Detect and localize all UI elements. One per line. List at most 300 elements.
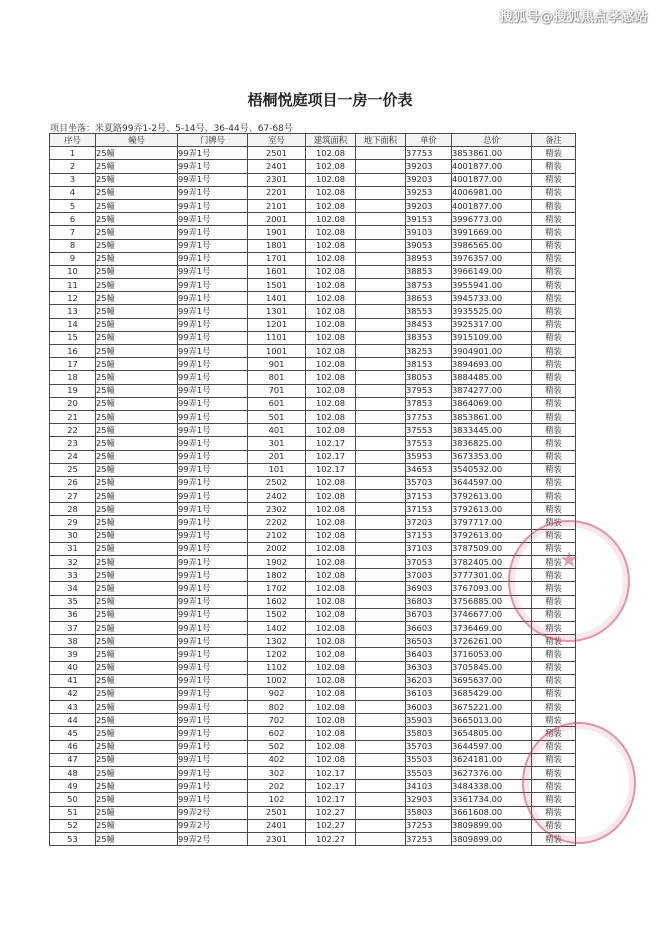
cell-total-price: 3716053.00 bbox=[452, 648, 532, 661]
cell-unit-price: 39203 bbox=[406, 199, 452, 212]
cell-underground-area bbox=[356, 529, 406, 542]
cell-underground-area bbox=[356, 331, 406, 344]
cell-remark: 精装 bbox=[532, 727, 576, 740]
table-row bbox=[50, 490, 576, 503]
cell-total-price: 3675221.00 bbox=[452, 701, 532, 714]
table-row bbox=[50, 265, 576, 278]
cell-door-number: 99弄1号 bbox=[178, 714, 248, 727]
cell-floor-area: 102.08 bbox=[306, 147, 356, 160]
cell-door-number: 99弄2号 bbox=[178, 819, 248, 832]
table-row bbox=[50, 753, 576, 766]
cell-door-number: 99弄1号 bbox=[178, 292, 248, 305]
header-unit-price: 单价 bbox=[406, 134, 452, 147]
table-row bbox=[50, 173, 576, 186]
cell-door-number: 99弄1号 bbox=[178, 727, 248, 740]
cell-unit-price: 38253 bbox=[406, 345, 452, 358]
cell-total-price: 3925317.00 bbox=[452, 318, 532, 331]
cell-remark: 精装 bbox=[532, 701, 576, 714]
cell-unit-price: 37253 bbox=[406, 819, 452, 832]
cell-seq: 32 bbox=[50, 556, 96, 569]
cell-total-price: 3777301.00 bbox=[452, 569, 532, 582]
cell-door-number: 99弄1号 bbox=[178, 635, 248, 648]
cell-unit-price: 39103 bbox=[406, 226, 452, 239]
cell-total-price: 3894693.00 bbox=[452, 358, 532, 371]
table-row bbox=[50, 437, 576, 450]
cell-unit-price: 37053 bbox=[406, 556, 452, 569]
cell-underground-area bbox=[356, 635, 406, 648]
cell-underground-area bbox=[356, 832, 406, 845]
cell-unit-price: 36303 bbox=[406, 661, 452, 674]
table-row bbox=[50, 199, 576, 212]
table-row bbox=[50, 160, 576, 173]
cell-door-number: 99弄1号 bbox=[178, 345, 248, 358]
cell-floor-area: 102.08 bbox=[306, 687, 356, 700]
table-row bbox=[50, 213, 576, 226]
cell-room: 1302 bbox=[248, 635, 306, 648]
cell-remark: 精装 bbox=[532, 476, 576, 489]
cell-door-number: 99弄1号 bbox=[178, 767, 248, 780]
cell-unit-price: 38853 bbox=[406, 265, 452, 278]
cell-remark: 精装 bbox=[532, 793, 576, 806]
cell-door-number: 99弄1号 bbox=[178, 318, 248, 331]
cell-seq: 21 bbox=[50, 410, 96, 423]
cell-unit-price: 38453 bbox=[406, 318, 452, 331]
cell-seq: 45 bbox=[50, 727, 96, 740]
cell-total-price: 3986565.00 bbox=[452, 239, 532, 252]
cell-door-number: 99弄1号 bbox=[178, 516, 248, 529]
table-row bbox=[50, 384, 576, 397]
table-row bbox=[50, 463, 576, 476]
cell-remark: 精装 bbox=[532, 819, 576, 832]
cell-remark: 精装 bbox=[532, 265, 576, 278]
cell-room: 402 bbox=[248, 753, 306, 766]
cell-floor-area: 102.08 bbox=[306, 410, 356, 423]
cell-remark: 精装 bbox=[532, 213, 576, 226]
cell-total-price: 3756885.00 bbox=[452, 595, 532, 608]
table-row bbox=[50, 740, 576, 753]
cell-floor-area: 102.08 bbox=[306, 358, 356, 371]
cell-remark: 精装 bbox=[532, 384, 576, 397]
cell-door-number: 99弄1号 bbox=[178, 503, 248, 516]
cell-seq: 42 bbox=[50, 687, 96, 700]
cell-floor-area: 102.08 bbox=[306, 186, 356, 199]
cell-door-number: 99弄1号 bbox=[178, 160, 248, 173]
table-row bbox=[50, 648, 576, 661]
cell-room: 1702 bbox=[248, 582, 306, 595]
table-row bbox=[50, 331, 576, 344]
cell-underground-area bbox=[356, 279, 406, 292]
cell-door-number: 99弄1号 bbox=[178, 437, 248, 450]
cell-underground-area bbox=[356, 226, 406, 239]
cell-floor-area: 102.08 bbox=[306, 714, 356, 727]
table-row bbox=[50, 186, 576, 199]
cell-room: 901 bbox=[248, 358, 306, 371]
cell-seq: 24 bbox=[50, 450, 96, 463]
cell-underground-area bbox=[356, 806, 406, 819]
cell-building: 25幢 bbox=[96, 199, 178, 212]
cell-room: 2502 bbox=[248, 476, 306, 489]
cell-building: 25幢 bbox=[96, 661, 178, 674]
cell-total-price: 3809899.00 bbox=[452, 832, 532, 845]
cell-room: 201 bbox=[248, 450, 306, 463]
cell-building: 25幢 bbox=[96, 173, 178, 186]
cell-remark: 精装 bbox=[532, 331, 576, 344]
cell-remark: 精装 bbox=[532, 767, 576, 780]
cell-seq: 12 bbox=[50, 292, 96, 305]
cell-door-number: 99弄1号 bbox=[178, 279, 248, 292]
cell-room: 202 bbox=[248, 780, 306, 793]
cell-underground-area bbox=[356, 345, 406, 358]
cell-door-number: 99弄1号 bbox=[178, 648, 248, 661]
cell-building: 25幢 bbox=[96, 265, 178, 278]
cell-unit-price: 32903 bbox=[406, 793, 452, 806]
cell-door-number: 99弄1号 bbox=[178, 186, 248, 199]
cell-remark: 精装 bbox=[532, 503, 576, 516]
cell-unit-price: 38053 bbox=[406, 371, 452, 384]
cell-underground-area bbox=[356, 450, 406, 463]
cell-unit-price: 36503 bbox=[406, 635, 452, 648]
cell-unit-price: 36403 bbox=[406, 648, 452, 661]
table-row bbox=[50, 608, 576, 621]
cell-seq: 11 bbox=[50, 279, 96, 292]
cell-room: 2301 bbox=[248, 173, 306, 186]
header-remark: 备注 bbox=[532, 134, 576, 147]
cell-building: 25幢 bbox=[96, 292, 178, 305]
cell-building: 25幢 bbox=[96, 714, 178, 727]
cell-floor-area: 102.08 bbox=[306, 160, 356, 173]
cell-remark: 精装 bbox=[532, 410, 576, 423]
cell-building: 25幢 bbox=[96, 331, 178, 344]
cell-door-number: 99弄2号 bbox=[178, 832, 248, 845]
cell-underground-area bbox=[356, 674, 406, 687]
cell-floor-area: 102.17 bbox=[306, 450, 356, 463]
cell-floor-area: 102.08 bbox=[306, 213, 356, 226]
cell-underground-area bbox=[356, 476, 406, 489]
seal-star-icon: ★ bbox=[559, 547, 579, 573]
cell-underground-area bbox=[356, 740, 406, 753]
cell-underground-area bbox=[356, 595, 406, 608]
cell-floor-area: 102.08 bbox=[306, 740, 356, 753]
cell-total-price: 3935525.00 bbox=[452, 305, 532, 318]
table-row bbox=[50, 397, 576, 410]
table-row bbox=[50, 661, 576, 674]
cell-room: 2301 bbox=[248, 832, 306, 845]
cell-room: 1202 bbox=[248, 648, 306, 661]
cell-total-price: 3991669.00 bbox=[452, 226, 532, 239]
cell-room: 2202 bbox=[248, 516, 306, 529]
cell-building: 25幢 bbox=[96, 239, 178, 252]
table-row bbox=[50, 621, 576, 634]
table-row bbox=[50, 318, 576, 331]
cell-total-price: 3726261.00 bbox=[452, 635, 532, 648]
cell-total-price: 3955941.00 bbox=[452, 279, 532, 292]
cell-total-price: 3904901.00 bbox=[452, 345, 532, 358]
cell-underground-area bbox=[356, 437, 406, 450]
cell-floor-area: 102.17 bbox=[306, 463, 356, 476]
cell-total-price: 3864069.00 bbox=[452, 397, 532, 410]
cell-seq: 16 bbox=[50, 345, 96, 358]
table-row bbox=[50, 358, 576, 371]
cell-room: 1802 bbox=[248, 569, 306, 582]
watermark: 搜狐号@搜狐焦点孝感站 bbox=[499, 10, 648, 25]
cell-remark: 精装 bbox=[532, 832, 576, 845]
cell-remark: 精装 bbox=[532, 569, 576, 582]
cell-room: 2401 bbox=[248, 160, 306, 173]
cell-floor-area: 102.08 bbox=[306, 648, 356, 661]
cell-room: 2101 bbox=[248, 199, 306, 212]
cell-building: 25幢 bbox=[96, 147, 178, 160]
table-row bbox=[50, 147, 576, 160]
cell-room: 502 bbox=[248, 740, 306, 753]
cell-room: 101 bbox=[248, 463, 306, 476]
cell-building: 25幢 bbox=[96, 674, 178, 687]
cell-remark: 精装 bbox=[532, 160, 576, 173]
cell-building: 25幢 bbox=[96, 608, 178, 621]
cell-total-price: 3673353.00 bbox=[452, 450, 532, 463]
cell-seq: 30 bbox=[50, 529, 96, 542]
cell-remark: 精装 bbox=[532, 490, 576, 503]
cell-door-number: 99弄1号 bbox=[178, 410, 248, 423]
cell-seq: 23 bbox=[50, 437, 96, 450]
cell-unit-price: 36103 bbox=[406, 687, 452, 700]
cell-seq: 6 bbox=[50, 213, 96, 226]
cell-underground-area bbox=[356, 767, 406, 780]
table-row bbox=[50, 305, 576, 318]
cell-building: 25幢 bbox=[96, 529, 178, 542]
cell-total-price: 3705845.00 bbox=[452, 661, 532, 674]
cell-floor-area: 102.08 bbox=[306, 239, 356, 252]
cell-room: 1601 bbox=[248, 265, 306, 278]
cell-unit-price: 35703 bbox=[406, 476, 452, 489]
cell-unit-price: 35903 bbox=[406, 714, 452, 727]
cell-unit-price: 37753 bbox=[406, 410, 452, 423]
cell-floor-area: 102.08 bbox=[306, 542, 356, 555]
cell-seq: 15 bbox=[50, 331, 96, 344]
cell-seq: 39 bbox=[50, 648, 96, 661]
cell-underground-area bbox=[356, 569, 406, 582]
cell-underground-area bbox=[356, 292, 406, 305]
cell-total-price: 3884485.00 bbox=[452, 371, 532, 384]
cell-door-number: 99弄1号 bbox=[178, 661, 248, 674]
cell-underground-area bbox=[356, 318, 406, 331]
cell-building: 25幢 bbox=[96, 621, 178, 634]
cell-floor-area: 102.08 bbox=[306, 305, 356, 318]
cell-floor-area: 102.27 bbox=[306, 832, 356, 845]
table-row bbox=[50, 239, 576, 252]
cell-building: 25幢 bbox=[96, 437, 178, 450]
table-row bbox=[50, 556, 576, 569]
cell-floor-area: 102.08 bbox=[306, 397, 356, 410]
cell-underground-area bbox=[356, 397, 406, 410]
table-row bbox=[50, 450, 576, 463]
cell-floor-area: 102.17 bbox=[306, 780, 356, 793]
cell-total-price: 4001877.00 bbox=[452, 173, 532, 186]
cell-underground-area bbox=[356, 410, 406, 423]
cell-remark: 精装 bbox=[532, 371, 576, 384]
cell-unit-price: 36803 bbox=[406, 595, 452, 608]
cell-total-price: 3853861.00 bbox=[452, 147, 532, 160]
cell-remark: 精装 bbox=[532, 687, 576, 700]
page-title: 梧桐悦庭项目一房一价表 bbox=[247, 91, 413, 109]
cell-room: 1901 bbox=[248, 226, 306, 239]
cell-floor-area: 102.08 bbox=[306, 569, 356, 582]
cell-total-price: 3853861.00 bbox=[452, 410, 532, 423]
cell-building: 25幢 bbox=[96, 305, 178, 318]
header-floor-area: 建筑面积 bbox=[306, 134, 356, 147]
cell-underground-area bbox=[356, 661, 406, 674]
cell-floor-area: 102.08 bbox=[306, 582, 356, 595]
cell-underground-area bbox=[356, 648, 406, 661]
cell-floor-area: 102.08 bbox=[306, 331, 356, 344]
cell-remark: 精装 bbox=[532, 542, 576, 555]
cell-building: 25幢 bbox=[96, 318, 178, 331]
cell-building: 25幢 bbox=[96, 476, 178, 489]
cell-building: 25幢 bbox=[96, 516, 178, 529]
cell-building: 25幢 bbox=[96, 490, 178, 503]
cell-unit-price: 35703 bbox=[406, 740, 452, 753]
cell-room: 902 bbox=[248, 687, 306, 700]
cell-seq: 13 bbox=[50, 305, 96, 318]
cell-unit-price: 38953 bbox=[406, 252, 452, 265]
cell-underground-area bbox=[356, 793, 406, 806]
cell-underground-area bbox=[356, 199, 406, 212]
cell-unit-price: 37203 bbox=[406, 516, 452, 529]
cell-door-number: 99弄1号 bbox=[178, 740, 248, 753]
cell-floor-area: 102.08 bbox=[306, 635, 356, 648]
cell-floor-area: 102.08 bbox=[306, 345, 356, 358]
cell-room: 1002 bbox=[248, 674, 306, 687]
cell-underground-area bbox=[356, 727, 406, 740]
cell-underground-area bbox=[356, 819, 406, 832]
cell-remark: 精装 bbox=[532, 463, 576, 476]
cell-room: 1902 bbox=[248, 556, 306, 569]
cell-building: 25幢 bbox=[96, 701, 178, 714]
cell-remark: 精装 bbox=[532, 239, 576, 252]
cell-seq: 19 bbox=[50, 384, 96, 397]
table-row bbox=[50, 542, 576, 555]
cell-seq: 33 bbox=[50, 569, 96, 582]
cell-door-number: 99弄1号 bbox=[178, 674, 248, 687]
cell-seq: 9 bbox=[50, 252, 96, 265]
cell-underground-area bbox=[356, 582, 406, 595]
table-row bbox=[50, 819, 576, 832]
cell-building: 25幢 bbox=[96, 424, 178, 437]
cell-floor-area: 102.08 bbox=[306, 173, 356, 186]
cell-floor-area: 102.08 bbox=[306, 674, 356, 687]
cell-door-number: 99弄2号 bbox=[178, 806, 248, 819]
cell-seq: 10 bbox=[50, 265, 96, 278]
cell-door-number: 99弄1号 bbox=[178, 476, 248, 489]
table-row bbox=[50, 345, 576, 358]
cell-door-number: 99弄1号 bbox=[178, 305, 248, 318]
cell-unit-price: 37553 bbox=[406, 437, 452, 450]
table-row bbox=[50, 806, 576, 819]
cell-floor-area: 102.08 bbox=[306, 621, 356, 634]
cell-door-number: 99弄1号 bbox=[178, 397, 248, 410]
cell-remark: 精装 bbox=[532, 780, 576, 793]
cell-seq: 27 bbox=[50, 490, 96, 503]
cell-room: 801 bbox=[248, 371, 306, 384]
cell-seq: 50 bbox=[50, 793, 96, 806]
cell-remark: 精装 bbox=[532, 621, 576, 634]
cell-building: 25幢 bbox=[96, 358, 178, 371]
cell-seq: 52 bbox=[50, 819, 96, 832]
cell-door-number: 99弄1号 bbox=[178, 331, 248, 344]
cell-building: 25幢 bbox=[96, 252, 178, 265]
cell-unit-price: 35503 bbox=[406, 753, 452, 766]
cell-remark: 精装 bbox=[532, 595, 576, 608]
cell-room: 1501 bbox=[248, 279, 306, 292]
cell-unit-price: 37153 bbox=[406, 529, 452, 542]
cell-seq: 29 bbox=[50, 516, 96, 529]
cell-unit-price: 39203 bbox=[406, 173, 452, 186]
cell-underground-area bbox=[356, 714, 406, 727]
cell-room: 2402 bbox=[248, 490, 306, 503]
table-row bbox=[50, 516, 576, 529]
cell-seq: 3 bbox=[50, 173, 96, 186]
cell-building: 25幢 bbox=[96, 819, 178, 832]
cell-remark: 精装 bbox=[532, 661, 576, 674]
cell-underground-area bbox=[356, 252, 406, 265]
cell-seq: 18 bbox=[50, 371, 96, 384]
cell-underground-area bbox=[356, 608, 406, 621]
cell-building: 25幢 bbox=[96, 542, 178, 555]
cell-building: 25幢 bbox=[96, 793, 178, 806]
cell-total-price: 3782405.00 bbox=[452, 556, 532, 569]
cell-room: 2001 bbox=[248, 213, 306, 226]
cell-door-number: 99弄1号 bbox=[178, 793, 248, 806]
cell-unit-price: 37153 bbox=[406, 503, 452, 516]
cell-building: 25幢 bbox=[96, 595, 178, 608]
cell-floor-area: 102.08 bbox=[306, 503, 356, 516]
cell-seq: 43 bbox=[50, 701, 96, 714]
cell-underground-area bbox=[356, 265, 406, 278]
cell-remark: 精装 bbox=[532, 450, 576, 463]
cell-total-price: 3787509.00 bbox=[452, 542, 532, 555]
cell-total-price: 3685429.00 bbox=[452, 687, 532, 700]
cell-room: 802 bbox=[248, 701, 306, 714]
table-row bbox=[50, 226, 576, 239]
cell-building: 25幢 bbox=[96, 345, 178, 358]
cell-total-price: 3644597.00 bbox=[452, 740, 532, 753]
cell-total-price: 4001877.00 bbox=[452, 160, 532, 173]
cell-total-price: 3746677.00 bbox=[452, 608, 532, 621]
cell-unit-price: 38753 bbox=[406, 279, 452, 292]
cell-room: 2302 bbox=[248, 503, 306, 516]
cell-total-price: 3996773.00 bbox=[452, 213, 532, 226]
cell-remark: 精装 bbox=[532, 279, 576, 292]
cell-floor-area: 102.08 bbox=[306, 595, 356, 608]
cell-door-number: 99弄1号 bbox=[178, 252, 248, 265]
cell-door-number: 99弄1号 bbox=[178, 384, 248, 397]
cell-total-price: 3665013.00 bbox=[452, 714, 532, 727]
cell-total-price: 4001877.00 bbox=[452, 199, 532, 212]
cell-door-number: 99弄1号 bbox=[178, 529, 248, 542]
cell-unit-price: 36603 bbox=[406, 621, 452, 634]
cell-total-price: 3661608.00 bbox=[452, 806, 532, 819]
cell-room: 1201 bbox=[248, 318, 306, 331]
cell-remark: 精装 bbox=[532, 358, 576, 371]
table-row bbox=[50, 767, 576, 780]
cell-door-number: 99弄1号 bbox=[178, 780, 248, 793]
header-door-number: 门牌号 bbox=[178, 134, 248, 147]
cell-total-price: 3833445.00 bbox=[452, 424, 532, 437]
cell-floor-area: 102.08 bbox=[306, 226, 356, 239]
cell-building: 25幢 bbox=[96, 753, 178, 766]
cell-room: 1602 bbox=[248, 595, 306, 608]
cell-unit-price: 37953 bbox=[406, 384, 452, 397]
cell-floor-area: 102.17 bbox=[306, 767, 356, 780]
